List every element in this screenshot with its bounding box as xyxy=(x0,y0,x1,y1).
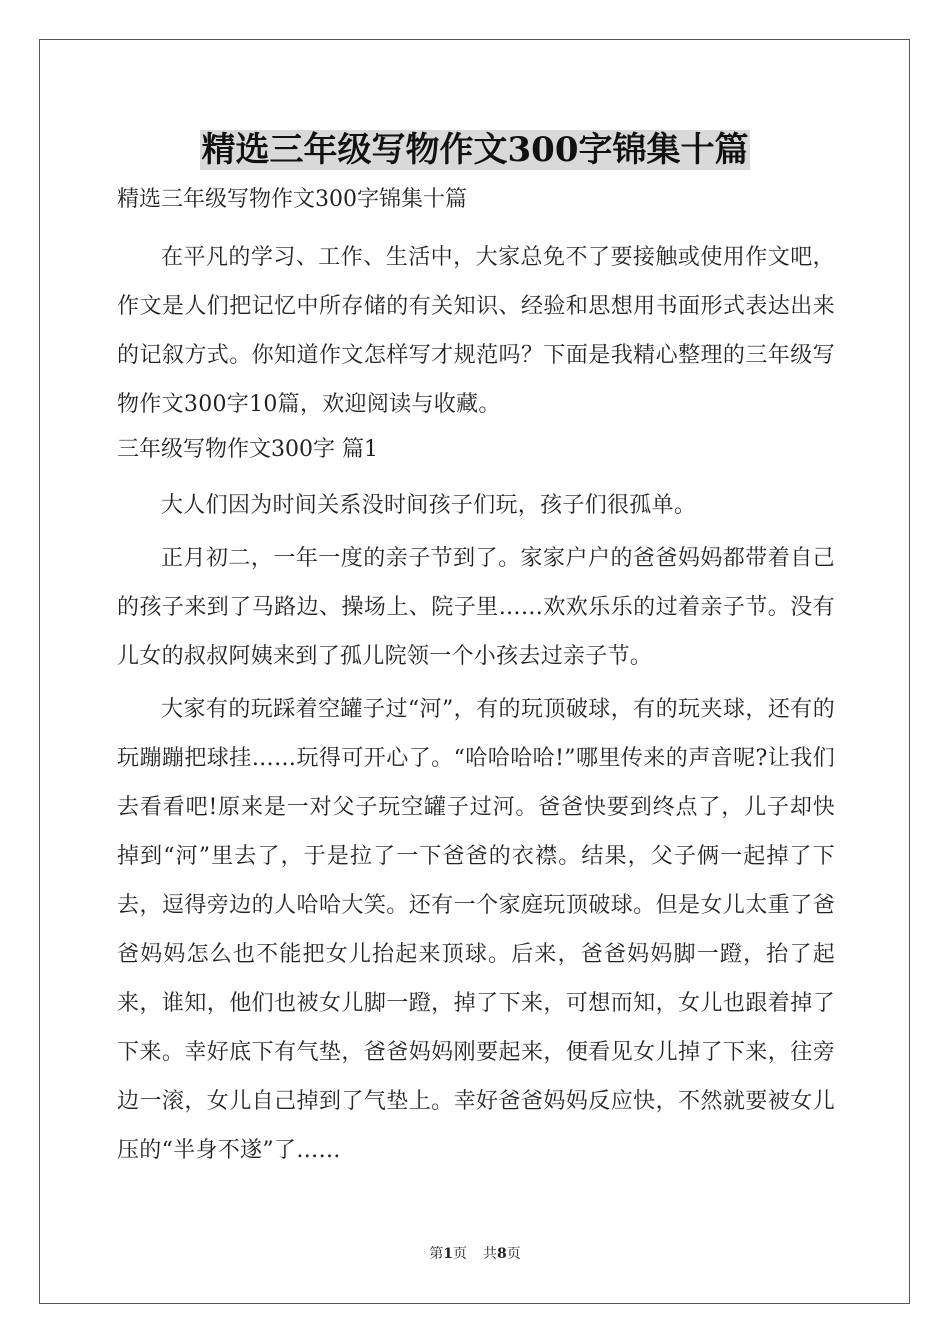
total-prefix: 共 xyxy=(483,1246,497,1262)
document-body xyxy=(117,183,835,1179)
page-suffix: 页 xyxy=(453,1246,467,1262)
document-title xyxy=(0,124,950,176)
body-paragraph-1: 大人们因为时间关系没时间孩子们玩，孩子们很孤单。 xyxy=(161,493,697,518)
page-total: 8 xyxy=(497,1246,507,1262)
document-title-text: 精选三年级写物作文300字锦集十篇 xyxy=(201,130,749,170)
section-heading: 三年级写物作文300字 篇1 xyxy=(117,437,378,462)
total-suffix: 页 xyxy=(506,1246,521,1262)
body-paragraph-3: 大家有的玩踩着空罐子过“河”，有的玩顶破球，有的玩夹球，还有的玩蹦蹦把球挂……玩得可开心了。“哈哈哈哈!”哪里传来的声音呢?让我们去看看吧!原来是一对父子玩空罐子过河。爸爸快要到终点了，儿子却快掉到“河”里去了，于是拉了一下爸爸的衣襟。结果，父子俩一起掉了下去，逗得旁边的人哈哈大笑。还有一个家庭玩顶破球。但是女儿太重了爸爸妈妈怎么也不能把女儿抬起来顶球。后来，爸爸妈妈脚一蹬，抬了起来，谁知，他们也被女儿脚一蹬，掉了下来，可想而知，女儿也跟着掉了下来。幸好底下有气垫，爸爸妈妈刚要起来，便看见女儿掉了下来，往旁边一滚，女儿自己掉到了气垫上。幸好爸爸妈妈反应快，不然就要被女儿压的“半身不遂”了…… xyxy=(117,697,835,1163)
body-paragraph-2: 正月初二，一年一度的亲子节到了。家家户户的爸爸妈妈都带着自己的孩子来到了马路边、操场上、院子里……欢欢乐乐的过着亲子节。没有儿女的叔叔阿姨来到了孤儿院领一个小孩去过亲子节。 xyxy=(117,546,835,669)
intro-paragraph: 在平凡的学习、工作、生活中，大家总免不了要接触或使用作文吧，作文是人们把记忆中所存储的有关知识、经验和思想用书面形式表达出来的记叙方式。你知道作文怎样写才规范吗？下面是我精心整理的三年级写物作文300字10篇，欢迎阅读与收藏。 xyxy=(117,245,835,417)
page-current: 1 xyxy=(443,1246,453,1262)
document-subtitle: 精选三年级写物作文300字锦集十篇 xyxy=(117,187,467,212)
page-footer xyxy=(0,1243,950,1263)
page-prefix: 第 xyxy=(429,1246,444,1262)
